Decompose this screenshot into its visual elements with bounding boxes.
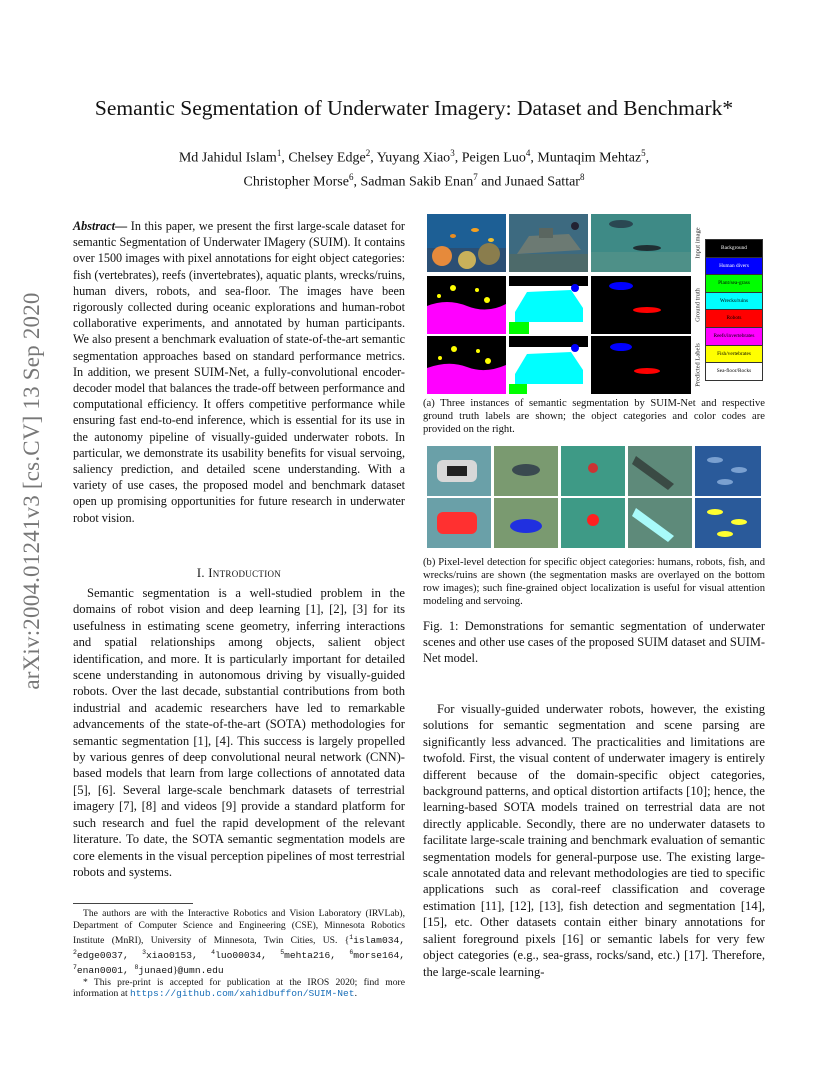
legend-item: Plant/sea-grass [706, 275, 762, 293]
author-name: Md Jahidul Islam [178, 150, 277, 166]
row-label-predicted: Predicted Labels [694, 343, 702, 387]
email-index: 1 [349, 933, 354, 941]
email-id: enan0001 [76, 964, 123, 976]
detection-mask-robot [427, 498, 491, 548]
author-affiliation-mark: 7 [473, 171, 478, 182]
author-name: Yuyang Xiao [376, 150, 451, 166]
row-label-ground-truth: Ground truth [694, 288, 702, 322]
github-link[interactable]: https://github.com/xahidbuffon/SUIM-Net [130, 988, 355, 1000]
legend-item: Robots [706, 310, 762, 328]
email-domain: @umn.edu [177, 964, 224, 976]
author-name: Chelsey Edge [288, 150, 366, 166]
author-affiliation-mark: 4 [525, 148, 531, 158]
author-list [80, 144, 748, 191]
predicted-reef [427, 336, 506, 394]
right-column-paragraph: For visually-guided underwater robots, however, the existing solutions for semantic segmentation and scene parsing are significantly less advanced. The practicalities and limitations are twofold. First, the visual content of underwater imagery is entirely different because of the domain-specific object categories, background patterns, and optical distortion artifacts [10]; hence, the learning-based SOTA models trained on terrestrial data are not directly applicable. Secondly, there are no underwater datasets to facilitate large-scale training and benchmark evaluation of semantic segmentation models for general-purpose use. The existing large-scale annotated data and relevant methodologies are tied to specific applications such as coral-reef classification and coverage estimation [11], [12], [13], fish detection and segmentation [14], [15], etc. Other datasets contain either binary annotations for salient foreground pixels [16] or semantic labels for very few object categories (e.g., sea-grass, rocks/sand, etc.) [17]. Therefore, the large-scale learning- [423, 702, 765, 979]
email-id: edge0037 [76, 949, 123, 961]
ground-truth-wreck [509, 276, 588, 334]
email-id: luo00034 [215, 949, 262, 961]
detection-mask-school [695, 498, 761, 548]
introduction-paragraph: Semantic segmentation is a well-studied problem in the domains of robot vision and deep learning [1], [2], [3] for its usefulness in estimating scene geometry, inferring interactions and spatial relationships among objects, salient object identification, and more. It is particularly important for detailed scene understanding in autonomous driving by visually-guided robots. Over the last decade, substantial contributions from both industrial and academic researchers have led to remarkable advancements of the state-of-the-art (SOTA) methodologies for semantic segmentation [1], [4]. This success is largely propelled by various genres of deep convolutional neural network (CNN)-based models that learn from large collections of annotated data [5], [6]. Several large-scale benchmark datasets of terrestrial imagery [7], [8] and videos [9] provide a standard platform for such research and fuel the rapid development of the relevant literature. To date, the SOTA semantic segmentation models are core elements in the visual perception pipelines of most terrestrial robots and systems. [73, 586, 405, 879]
caption-b: (b) Pixel-level detection for specific object categories: humans, robots, fish, and wrecks/ruins are shown (the segmentation masks are overlayed on the bottom row images); such fine-grained object localization is useful for visual attention modeling and servoing. [423, 557, 765, 607]
email-index: 2 [73, 948, 77, 956]
preprint-note: * This pre-print is accepted for publication at the IROS 2020; find more information at [73, 976, 405, 1000]
caption-a: (a) Three instances of semantic segmentation by SUIM-Net and respective ground truth labels are shown; the object categories and color codes are provided on the right. [423, 398, 765, 435]
section-heading-introduction: I. Introduction [196, 566, 282, 580]
email-index: 7 [73, 963, 77, 971]
input-image-wreck [509, 214, 588, 272]
author-line-2: Christopher Morse$^6$, Sadman Sakib Enan$^7$ and Junaed Sattar$^8$ [243, 171, 585, 190]
author-affiliation-mark: 6 [348, 171, 354, 182]
author-name: Sadman Sakib Enan [360, 174, 474, 190]
author-affiliation-mark: 1 [276, 148, 282, 158]
legend-item: Wrecks/ruins [706, 293, 762, 311]
email-index: 6 [349, 948, 354, 956]
legend-item: Human divers [706, 258, 762, 276]
email-index: 5 [280, 948, 285, 956]
legend-item: Reefs/invertebrates [706, 328, 762, 346]
author-name: Junaed Sattar [504, 174, 580, 190]
affiliation-note: The authors are with the Interactive Robotics and Vision Laboratory (IRVLab), Department of Computer Science and Engineering (CSE), Minnesota Robotics Institute (MnRI), University of Minnesota, Twin Cities, US. [73, 908, 405, 946]
author-affiliation-mark: 5 [641, 148, 646, 158]
author-affiliation-mark: 8 [579, 171, 585, 182]
input-image-reef [427, 214, 506, 272]
author-affiliation-mark: 2 [365, 148, 371, 158]
row-label-input: Input image [694, 227, 702, 259]
footnotes: The authors are with the Interactive Robotics and Vision Laboratory (IRVLab), Department of Computer Science and Engineering (CSE), Minnesota Robotics Institute (MnRI), University of Minnesota, Twin Cities, US. {$^1$islam034, $^2$edge0037, $^3$xiao0153, $^4$luo00034, $^5$mehta216, $^6$morse164, $^7$enan0001, $^8$junaed}@umn.edu * This pre-print is accepted for publication at the IROS 2020; find more information at https://github.com/xahidbuffon/SUIM-Net. [73, 908, 406, 1000]
ground-truth-robot [591, 276, 691, 334]
author-affiliation-mark: 3 [450, 148, 455, 158]
author-name: Peigen Luo [461, 150, 526, 166]
category-color-legend [705, 239, 763, 381]
email-id: junaed [138, 964, 173, 976]
legend-item: Fish/vertebrates [706, 346, 762, 364]
arxiv-identifier: arXiv:2004.01241v3 [cs.CV] 13 Sep 2020 [19, 292, 44, 690]
email-index: 4 [211, 948, 216, 956]
ground-truth-reef [427, 276, 506, 334]
predicted-wreck [509, 336, 588, 394]
abstract-text: In this paper, we present the first large-scale dataset for semantic Segmentation of Underwater IMagery (SUIM). It contains over 1500 images with pixel annotations for eight object categories: fish (vertebrates), reefs (invertebrates), aquatic plants, wrecks/ruins, human divers, robots, and sea-floor. The images have been rigorously collected during oceanic explorations and human-robot collaborative experiments, and annotated by human participants. We also present a benchmark evaluation of state-of-the-art semantic segmentation approaches based on standard performance metrics. In addition, we present SUIM-Net, a fully-convolutional encoder-decoder model that balances the trade-off between performance and computational efficiency. It offers competitive performance while ensuring fast end-to-end inference, which is essential for its use in the autonomy pipeline of visually-guided underwater robots. In particular, we demonstrate its usability benefits for visual servoing, saliency prediction, and detailed scene understanding. With a variety of use cases, the proposed model and benchmark dataset open up promising opportunities for future research in underwater robot vision. [73, 219, 405, 525]
email-id: morse164 [353, 949, 400, 961]
email-index: 3 [142, 948, 146, 956]
input-image-robot [591, 214, 691, 272]
paper-title: Semantic Segmentation of Underwater Imagery: Dataset and Benchmark* [94, 96, 734, 120]
section-title: Introduction [208, 566, 282, 580]
detection-mask-diver [494, 498, 558, 548]
detection-input-wreck [628, 446, 692, 496]
detection-mask-wreck [628, 498, 692, 548]
predicted-robot [591, 336, 691, 394]
detection-input-school [695, 446, 761, 496]
email-index: 8 [134, 963, 139, 971]
email-id: mehta216 [284, 949, 331, 961]
email-id: xiao0153 [145, 949, 193, 961]
detection-input-fish [561, 446, 625, 496]
author-line-1: Md Jahidul Islam$^1$, Chelsey Edge$^2$, Yuyang Xiao$^3$, Peigen Luo$^4$, Muntaqim Mehtaz$^5$, [178, 148, 650, 166]
legend-item: Background [706, 240, 762, 258]
detection-mask-fish [561, 498, 625, 548]
abstract-label: Abstract [73, 219, 115, 233]
abstract: Abstract— In this paper, we present the first large-scale dataset for semantic Segmentation of Underwater IMagery (SUIM). It contains over 1500 images with pixel annotations for eight object categories: fish (vertebrates), reefs (invertebrates), aquatic plants, wrecks/ruins, human divers, robots, and sea-floor. The images have been rigorously collected during oceanic explorations and human-robot collaborative experiments, and annotated by human participants. We also present a benchmark evaluation of state-of-the-art semantic segmentation approaches based on standard performance metrics. In addition, we present SUIM-Net, a fully-convolutional encoder-decoder model that balances the trade-off between performance and computational efficiency. It offers competitive performance while ensuring fast end-to-end inference, which is essential for its use in the autonomy pipeline of visually-guided underwater robots. In particular, we demonstrate its usability benefits for visual servoing, saliency prediction, and detailed scene understanding. With a variety of use cases, the proposed model and benchmark dataset open up promising opportunities for future research in underwater robot vision. [73, 219, 405, 525]
detection-input-robot [427, 446, 491, 496]
detection-input-diver [494, 446, 558, 496]
author-name: Muntaqim Mehtaz [537, 150, 642, 166]
figure-1-caption: Fig. 1: Demonstrations for semantic segmentation of underwater scenes and other use cases of the proposed SUIM dataset and SUIM-Net model. [423, 619, 765, 665]
legend-item: Sea-floor/Rocks [706, 363, 762, 380]
email-list: $^1$islam034, $^2$edge0037, $^3$xiao0153, $^4$luo00034, $^5$mehta216, $^6$morse164, $^7$enan0001, $^8$junaed [73, 933, 406, 976]
email-id: islam034 [353, 934, 400, 946]
footnote-rule [73, 903, 193, 904]
author-name: Christopher Morse [243, 174, 349, 190]
